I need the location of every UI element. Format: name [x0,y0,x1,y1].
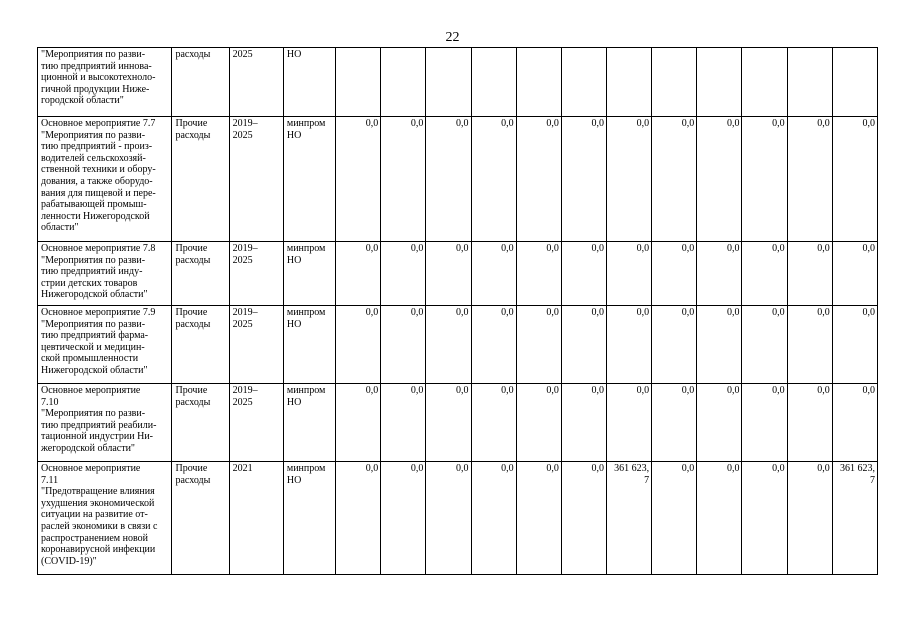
expense-type-cell: расходы [172,48,229,117]
value-cell: 0,0 [336,306,381,384]
value-cell: 0,0 [606,306,651,384]
value-cell: 0,0 [697,242,742,306]
years-cell: 2025 [229,48,283,117]
value-cell: 361 623, 7 [606,462,651,575]
executor-cell: минпром НО [283,384,335,462]
value-cell: 0,0 [606,117,651,242]
expense-type-cell: Прочие расходы [172,242,229,306]
value-cell: 0,0 [787,117,832,242]
value-cell: 0,0 [471,462,516,575]
value-cell: 0,0 [787,242,832,306]
executor-cell: минпром НО [283,117,335,242]
value-cell [561,48,606,117]
value-cell: 0,0 [787,384,832,462]
value-cell: 0,0 [381,117,426,242]
value-cell: 0,0 [426,384,471,462]
value-cell: 361 623, 7 [832,462,877,575]
value-cell: 0,0 [336,117,381,242]
value-cell [381,48,426,117]
value-cell: 0,0 [381,242,426,306]
value-cell: 0,0 [832,384,877,462]
value-cell: 0,0 [697,117,742,242]
page-number: 22 [445,30,460,45]
value-cell: 0,0 [471,306,516,384]
years-cell: 2019– 2025 [229,117,283,242]
value-cell [652,48,697,117]
table-row [38,242,878,306]
table-row [38,462,878,575]
value-cell: 0,0 [471,384,516,462]
event-name-cell: Основное мероприятие 7.9 "Мероприятия по разви- тию предприятий фарма- цевтической и медицин- ской промышленности Нижегородской области" [38,306,172,384]
years-cell: 2019– 2025 [229,306,283,384]
value-cell [336,48,381,117]
budget-table [37,47,878,575]
value-cell: 0,0 [787,306,832,384]
value-cell [471,48,516,117]
value-cell: 0,0 [787,462,832,575]
value-cell: 0,0 [471,117,516,242]
years-cell: 2019– 2025 [229,242,283,306]
value-cell: 0,0 [426,306,471,384]
value-cell: 0,0 [381,306,426,384]
value-cell: 0,0 [336,242,381,306]
value-cell: 0,0 [652,117,697,242]
value-cell: 0,0 [561,306,606,384]
event-name-cell: "Мероприятия по разви- тию предприятий иннова- ционной и высокотехноло- гичной продукции Ниже- городской области" [38,48,172,117]
value-cell: 0,0 [742,242,787,306]
value-cell [606,48,651,117]
value-cell: 0,0 [742,117,787,242]
value-cell: 0,0 [697,384,742,462]
value-cell: 0,0 [426,462,471,575]
event-name-cell: Основное мероприятие 7.7 "Мероприятия по разви- тию предприятий - произ- водителей сельскохозяй- ственной техники и обору- дования, а также оборудо- вания для пищевой и пере- рабатывающей промыш- ленности Нижегородской области" [38,117,172,242]
value-cell: 0,0 [471,242,516,306]
value-cell: 0,0 [336,384,381,462]
value-cell: 0,0 [742,462,787,575]
value-cell: 0,0 [381,384,426,462]
value-cell: 0,0 [652,242,697,306]
value-cell: 0,0 [652,384,697,462]
value-cell [787,48,832,117]
years-cell: 2021 [229,462,283,575]
value-cell: 0,0 [606,242,651,306]
value-cell: 0,0 [516,462,561,575]
value-cell [697,48,742,117]
value-cell: 0,0 [832,117,877,242]
executor-cell: НО [283,48,335,117]
value-cell: 0,0 [742,306,787,384]
value-cell: 0,0 [652,306,697,384]
executor-cell: минпром НО [283,462,335,575]
expense-type-cell: Прочие расходы [172,384,229,462]
years-cell: 2019– 2025 [229,384,283,462]
value-cell [516,48,561,117]
value-cell: 0,0 [561,384,606,462]
value-cell: 0,0 [652,462,697,575]
value-cell: 0,0 [426,242,471,306]
value-cell: 0,0 [561,462,606,575]
table-row [38,48,878,117]
value-cell: 0,0 [426,117,471,242]
value-cell: 0,0 [697,306,742,384]
table-row [38,384,878,462]
value-cell: 0,0 [516,384,561,462]
value-cell: 0,0 [336,462,381,575]
value-cell: 0,0 [516,306,561,384]
value-cell [832,48,877,117]
value-cell: 0,0 [697,462,742,575]
value-cell [742,48,787,117]
expense-type-cell: Прочие расходы [172,117,229,242]
value-cell: 0,0 [561,117,606,242]
table-row [38,117,878,242]
expense-type-cell: Прочие расходы [172,306,229,384]
value-cell: 0,0 [606,384,651,462]
value-cell: 0,0 [561,242,606,306]
value-cell: 0,0 [516,117,561,242]
value-cell: 0,0 [516,242,561,306]
value-cell: 0,0 [832,306,877,384]
event-name-cell: Основное мероприятие 7.8 "Мероприятия по разви- тию предприятий инду- стрии детских товаров Нижегородской области" [38,242,172,306]
expense-type-cell: Прочие расходы [172,462,229,575]
value-cell: 0,0 [381,462,426,575]
table-row [38,306,878,384]
event-name-cell: Основное мероприятие 7.10 "Мероприятия по разви- тию предприятий реабили- тационной индустрии Ни- жегородской области" [38,384,172,462]
executor-cell: минпром НО [283,306,335,384]
event-name-cell: Основное мероприятие 7.11 "Предотвращение влияния ухудшения экономической ситуации на развитие от- раслей экономики в связи с распространением новой коронавирусной инфекции (COVID-19)" [38,462,172,575]
value-cell [426,48,471,117]
value-cell: 0,0 [832,242,877,306]
value-cell: 0,0 [742,384,787,462]
executor-cell: минпром НО [283,242,335,306]
